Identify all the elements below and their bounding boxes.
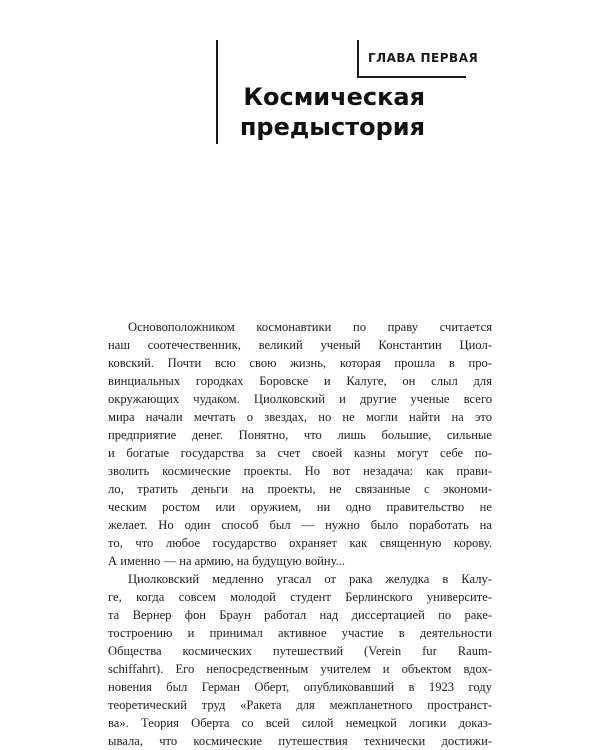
text-line: Основоположником космонавтики по праву считается	[128, 320, 492, 334]
chapter-label-horizontal-rule	[357, 76, 466, 78]
text-line: и богатые государства за счет своей казны могут себе по-	[108, 446, 492, 460]
text-line: то, что любое государство охраняет как священную корову.	[108, 536, 492, 550]
text-line: предприятие денег. Понятно, что лишь большие, сильные	[108, 428, 492, 442]
text-line: окружающих чудаком. Циолковский и другие ученые всего	[108, 392, 492, 406]
chapter-label: ГЛАВА ПЕРВАЯ	[368, 51, 479, 65]
chapter-label-vertical-rule	[357, 40, 359, 78]
text-line: ло, тратить деньги на проекты, не связанные с экономи-	[108, 482, 492, 496]
title-vertical-rule	[216, 40, 218, 144]
paragraph-1	[108, 318, 492, 570]
text-line: Общества космических путешествий (Verein fur Raum-	[108, 644, 492, 658]
chapter-title-line: предыстория	[239, 113, 425, 141]
text-line: ковский. Почти всю свою жизнь, которая прошла в про-	[108, 356, 492, 370]
text-line: ва». Теория Оберта со всей силой немецкой логики доказ-	[108, 716, 492, 730]
text-line: винциальных городках Боровске и Калуге, он слыл для	[108, 374, 492, 388]
text-line: Циолковский медленно угасал от рака желудка в Калу-	[128, 572, 492, 586]
text-line: мира начали мечтать о звездах, но не могли найти на это	[108, 410, 492, 424]
text-line: тостроению и принимал активное участие в деятельности	[108, 626, 492, 640]
text-line: наш соотечественник, великий ученый Константин Циол-	[108, 338, 492, 352]
body-text	[108, 318, 492, 750]
text-line: А именно — на армию, на будущую войну...	[108, 554, 346, 568]
chapter-title-line: Космическая	[243, 83, 425, 111]
text-line: ывала, что космические путешествия технически достижи-	[108, 734, 492, 748]
text-line: теоретический труд «Ракета для межпланетного пространст-	[108, 698, 492, 712]
text-line: schiffahrt). Его непосредственным учителем и объектом вдох-	[108, 662, 492, 676]
text-line: новения был Герман Оберт, опубликовавший в 1923 году	[108, 680, 492, 694]
chapter-title	[225, 82, 425, 142]
text-line: ге, когда совсем молодой студент Берлинского университе-	[108, 590, 492, 604]
text-line: зволить космические проекты. Но вот незадача: как прави-	[108, 464, 492, 478]
text-line: ческим ростом или оружием, ни одно правительство не	[108, 500, 492, 514]
text-line: та Вернер фон Браун работал над диссертацией по раке-	[108, 608, 492, 622]
text-line: желает. Но один способ был — нужно было поработать на	[108, 518, 492, 532]
paragraph-2	[108, 570, 492, 750]
